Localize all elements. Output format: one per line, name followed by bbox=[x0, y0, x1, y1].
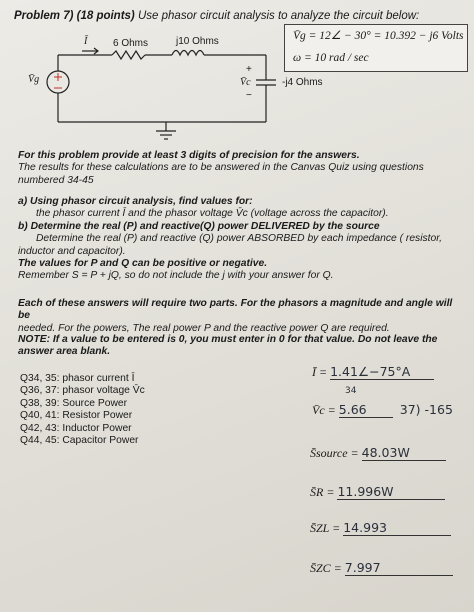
part-a-text: the phasor current Ī and the phasor voltage V̄c (voltage across the capacitor). bbox=[36, 208, 389, 220]
question-item: Q42, 43: Inductor Power bbox=[20, 422, 132, 434]
resistor-label: 6 Ohms bbox=[113, 38, 149, 49]
resistor-power-label: S̄R = bbox=[310, 485, 335, 499]
vc-answer-label: V̄c = bbox=[312, 403, 336, 417]
part-a-block bbox=[18, 196, 464, 283]
vc-answer-angle: 37) -165 bbox=[399, 402, 453, 417]
part-b-text-1: Determine the real (P) and reactive (Q) power ABSORBED by each impedance ( resistor, bbox=[36, 233, 442, 245]
inductor-power-label: S̄ZL = bbox=[310, 521, 341, 535]
question-item: Q40, 41: Resistor Power bbox=[20, 410, 133, 422]
inductor-symbol bbox=[172, 51, 204, 56]
zero-note-line1: NOTE: If a value to be entered is 0, you must enter in 0 for that value. Do not leave the bbox=[18, 334, 438, 345]
precision-note: For this problem provide at least 3 digits of precision for the answers. bbox=[18, 150, 360, 161]
inductor-power-answer-row bbox=[310, 520, 451, 536]
two-parts-line2: needed. For the powers, The real power P and the reactive power Q are required. bbox=[18, 322, 390, 334]
zero-note-block bbox=[18, 334, 464, 359]
source-power-answer-row bbox=[310, 445, 446, 461]
part-b-text-2: inductor and capacitor). bbox=[18, 245, 126, 257]
question-item: Q38, 39: Source Power bbox=[20, 397, 128, 409]
capacitor-power-label: S̄ZC = bbox=[310, 561, 342, 575]
current-answer-label: Ī = bbox=[312, 365, 328, 379]
question-list bbox=[20, 373, 145, 447]
resistor-symbol bbox=[112, 51, 145, 59]
inductor-power-value: 14.993 bbox=[343, 520, 451, 536]
zero-note-line2: answer area blank. bbox=[18, 346, 111, 358]
cap-voltage-label: V̄c bbox=[240, 77, 251, 88]
source-power-label: S̄source = bbox=[310, 446, 359, 460]
two-parts-line1: Each of these answers will require two parts. For the phasors a magnitude and angle will be bbox=[18, 298, 453, 322]
capacitor-power-value: 7.997 bbox=[345, 560, 453, 576]
remember-note: Remember S = P + jQ, so do not include the j with your answer for Q. bbox=[18, 270, 334, 282]
inductor-label: j10 Ohms bbox=[176, 36, 219, 47]
canvas-note-line1: The results for these calculations are to be answered in the Canvas Quiz using questions bbox=[18, 162, 424, 174]
problem-instruction: Use phasor circuit analysis to analyze the circuit below: bbox=[137, 10, 420, 22]
cap-minus-label: − bbox=[246, 90, 252, 101]
cap-plus-label: + bbox=[246, 64, 252, 75]
circuit-diagram bbox=[0, 0, 474, 145]
current-label: Ī bbox=[84, 36, 88, 47]
question-item: Q44, 45: Capacitor Power bbox=[20, 435, 139, 447]
question-item: Q34, 35: phasor current Ī bbox=[20, 373, 135, 384]
source-voltage-value: V̄g = 12∠ − 30° = 10.392 − j6 Volts bbox=[293, 30, 464, 42]
current-answer-value: 1.41∠−75°A bbox=[330, 364, 434, 380]
vc-answer-small-note: 34 bbox=[345, 386, 357, 396]
capacitor-label: -j4 Ohms bbox=[282, 77, 323, 88]
resistor-power-answer-row bbox=[310, 484, 445, 500]
vc-answer-value: 5.66 bbox=[339, 402, 393, 418]
part-b-heading: b) Determine the real (P) and reactive(Q) power DELIVERED by the source bbox=[18, 220, 380, 232]
instructions-block bbox=[18, 150, 464, 187]
two-parts-block bbox=[18, 298, 464, 335]
vc-answer-row bbox=[312, 402, 453, 418]
source-label: V̄g bbox=[28, 74, 40, 85]
current-answer-row bbox=[312, 364, 434, 380]
resistor-power-value: 11.996W bbox=[337, 484, 445, 500]
question-item: Q36, 37: phasor voltage V̄c bbox=[20, 385, 145, 397]
part-a-heading: a) Using phasor circuit analysis, find values for: bbox=[18, 196, 253, 207]
canvas-note-line2: numbered 34-45 bbox=[18, 174, 94, 186]
source-power-value: 48.03W bbox=[362, 445, 446, 461]
problem-number: Problem 7) (18 points) bbox=[14, 10, 135, 22]
capacitor-power-answer-row bbox=[310, 560, 453, 576]
pq-sign-note: The values for P and Q can be positive or negative. bbox=[18, 258, 268, 270]
angular-frequency-value: ω = 10 rad / sec bbox=[293, 52, 369, 64]
